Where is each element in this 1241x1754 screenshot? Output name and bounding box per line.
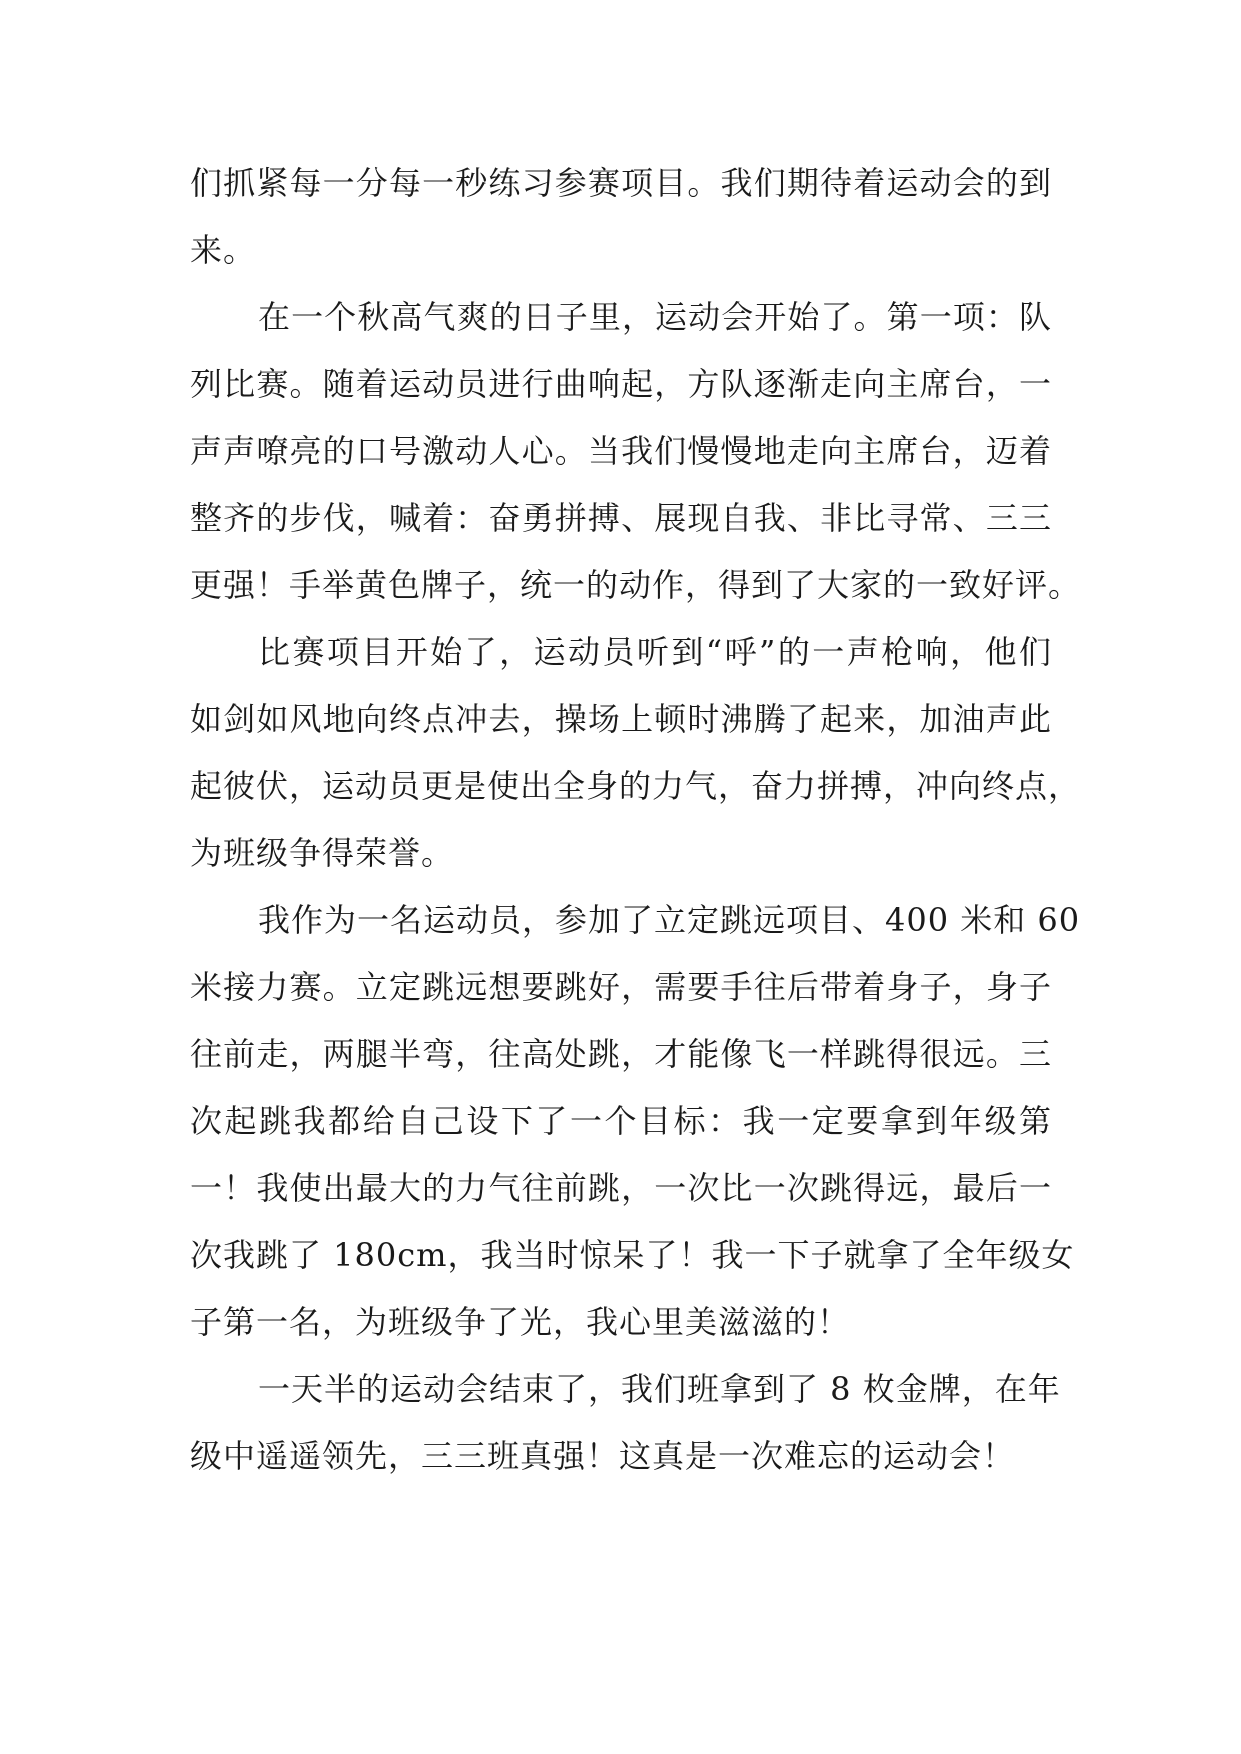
text-line: 次起跳我都给自己设下了一个目标：我一定要拿到年级第 [190, 1102, 1052, 1140]
text-line: 如剑如风地向终点冲去，操场上顿时沸腾了起来，加油声此 [190, 700, 1052, 738]
text-line: 子第一名，为班级争了光，我心里美滋滋的！ [190, 1303, 851, 1341]
text-line: 起彼伏，运动员更是使出全身的力气，奋力拼搏，冲向终点， [190, 767, 1082, 805]
paragraph-start-line: 一天半的运动会结束了，我们班拿到了 8 枚金牌，在年 [258, 1370, 1061, 1408]
text-line: 往前走，两腿半弯，往高处跳，才能像飞一样跳得很远。三 [190, 1035, 1052, 1073]
paragraph-start-line: 我作为一名运动员，参加了立定跳远项目、400 米和 60 [258, 901, 1081, 939]
text-line: 整齐的步伐，喊着：奋勇拼搏、展现自我、非比寻常、三三 [190, 499, 1052, 537]
text-line: 米接力赛。立定跳远想要跳好，需要手往后带着身子，身子 [190, 968, 1052, 1006]
text-line: 级中遥遥领先，三三班真强！这真是一次难忘的运动会！ [190, 1437, 1016, 1475]
document-body [190, 150, 1082, 1490]
text-line: 们抓紧每一分每一秒练习参赛项目。我们期待着运动会的到 [190, 164, 1052, 202]
paragraph-start-line: 比赛项目开始了，运动员听到“呼”的一声枪响，他们 [258, 633, 1052, 671]
text-line: 列比赛。随着运动员进行曲响起，方队逐渐走向主席台，一 [190, 365, 1052, 403]
text-line: 次我跳了 180cm，我当时惊呆了！我一下子就拿了全年级女 [190, 1236, 1075, 1274]
text-line: 一！我使出最大的力气往前跳，一次比一次跳得远，最后一 [190, 1169, 1052, 1207]
paragraph-start-line: 在一个秋高气爽的日子里，运动会开始了。第一项：队 [258, 298, 1052, 336]
text-line: 声声嘹亮的口号激动人心。当我们慢慢地走向主席台，迈着 [190, 432, 1052, 470]
text-line: 来。 [190, 231, 257, 269]
text-line: 更强！手举黄色牌子，统一的动作，得到了大家的一致好评。 [190, 566, 1082, 604]
text-line: 为班级争得荣誉。 [190, 834, 455, 872]
